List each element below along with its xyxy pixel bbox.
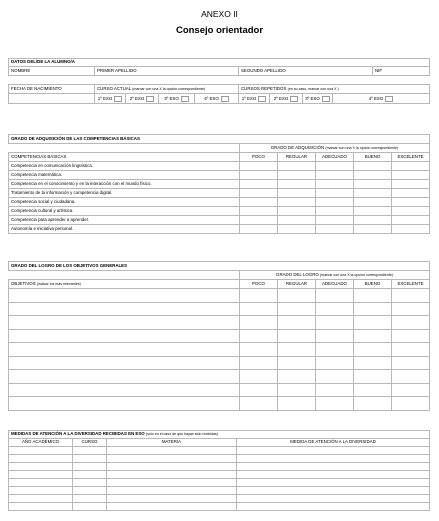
grade-cell[interactable] <box>392 189 430 198</box>
competence-label: Tratamiento de la información y competencia digital. <box>9 189 240 198</box>
table-row <box>9 225 430 234</box>
grade-cell[interactable] <box>354 207 392 216</box>
diversity-cell[interactable] <box>9 487 73 495</box>
table-row <box>9 162 430 171</box>
name-field[interactable]: NOMBRE <box>9 67 95 76</box>
grade-cell[interactable] <box>278 356 316 370</box>
grade-cell[interactable] <box>392 370 430 384</box>
repeated-courses-label: CURSOS REPETIDOS <box>241 85 287 91</box>
grade-cell[interactable] <box>278 383 316 397</box>
grade-cell[interactable] <box>240 329 278 343</box>
diversity-cell[interactable] <box>73 503 107 511</box>
objective-input[interactable] <box>9 383 240 397</box>
diversity-note: (sólo en el caso de que hayan sido recibidas) <box>145 432 219 437</box>
grade-cell[interactable] <box>316 302 354 316</box>
table-row <box>9 180 430 189</box>
grade-cell[interactable] <box>240 198 278 207</box>
checkbox[interactable] <box>181 96 189 102</box>
diversity-cell[interactable] <box>107 479 237 487</box>
diversity-cell[interactable] <box>73 471 107 479</box>
grade-cell[interactable] <box>278 329 316 343</box>
diversity-cell[interactable] <box>9 479 73 487</box>
table-row <box>9 171 430 180</box>
current-course-option[interactable]: 2º ESO <box>126 94 159 104</box>
table-row <box>9 189 430 198</box>
grade-cell[interactable] <box>354 383 392 397</box>
diversity-cell[interactable] <box>73 463 107 471</box>
grade-cell[interactable] <box>316 225 354 234</box>
diversity-cell[interactable] <box>237 463 430 471</box>
competence-label: Autonomía e iniciativa personal. <box>9 225 240 234</box>
grade-cell[interactable] <box>316 207 354 216</box>
grade-cell[interactable] <box>316 316 354 330</box>
grade-column-header: POCO <box>240 153 278 162</box>
grade-cell[interactable] <box>354 189 392 198</box>
current-course-option[interactable]: 4º ESO <box>195 94 239 104</box>
grade-cell[interactable] <box>392 383 430 397</box>
grade-cell[interactable] <box>316 162 354 171</box>
grade-cell[interactable] <box>392 207 430 216</box>
grade-column-header: POCO <box>240 280 278 289</box>
checkbox[interactable] <box>114 96 122 102</box>
diversity-table <box>8 430 430 511</box>
grade-cell[interactable] <box>278 171 316 180</box>
current-course-note: (marcar con una X la opción correspondiente) <box>132 86 206 91</box>
competence-label: Competencia matemática. <box>9 171 240 180</box>
diversity-cell[interactable] <box>73 487 107 495</box>
student-data-table <box>8 58 430 104</box>
grade-cell[interactable] <box>316 189 354 198</box>
table-row <box>9 397 430 411</box>
grade-cell[interactable] <box>354 356 392 370</box>
table-row <box>9 495 430 503</box>
grade-cell[interactable] <box>278 316 316 330</box>
repeated-course-option[interactable]: 4º ESO <box>333 94 430 104</box>
grade-header-note: (marcar con una X la opción correspondiente) <box>325 145 399 150</box>
objective-input[interactable] <box>9 289 240 303</box>
repeated-courses-note: (en su caso, marcar con una X ) <box>287 86 339 91</box>
table-row <box>9 207 430 216</box>
grade-cell[interactable] <box>354 397 392 411</box>
grade-cell[interactable] <box>240 162 278 171</box>
table-row <box>9 289 430 303</box>
diversity-cell[interactable] <box>73 479 107 487</box>
objective-input[interactable] <box>9 397 240 411</box>
objective-input[interactable] <box>9 343 240 357</box>
grade-cell[interactable] <box>354 162 392 171</box>
grade-cell[interactable] <box>240 397 278 411</box>
competences-column-label: COMPETENCIAS BÁSICAS <box>9 153 240 162</box>
grade-cell[interactable] <box>354 225 392 234</box>
grade-cell[interactable] <box>278 343 316 357</box>
checkbox[interactable] <box>146 96 154 102</box>
grade-cell[interactable] <box>316 289 354 303</box>
objective-input[interactable] <box>9 302 240 316</box>
diversity-cell[interactable] <box>9 463 73 471</box>
table-row <box>9 302 430 316</box>
table-row <box>9 471 430 479</box>
objective-input[interactable] <box>9 329 240 343</box>
grade-header-label: GRADO DE ADQUISICIÓN <box>270 144 325 150</box>
objectives-table <box>8 261 430 411</box>
objectives-grade-header <box>240 271 430 280</box>
checkbox[interactable] <box>221 96 229 102</box>
grade-cell[interactable] <box>392 316 430 330</box>
grade-cell[interactable] <box>392 343 430 357</box>
repeated-course-option[interactable]: 2º ESO <box>270 94 303 104</box>
diversity-cell[interactable] <box>237 455 430 463</box>
grade-cell[interactable] <box>278 397 316 411</box>
grade-cell[interactable] <box>354 180 392 189</box>
diversity-cell[interactable] <box>107 503 237 511</box>
grade-cell[interactable] <box>278 207 316 216</box>
table-row <box>9 447 430 455</box>
checkbox[interactable] <box>322 96 330 102</box>
objectives-label: OBJETIVOS <box>11 280 36 286</box>
diversity-cell[interactable] <box>237 487 430 495</box>
diversity-cell[interactable] <box>9 503 73 511</box>
student-section-title: DATOS DEL/DE LA ALUMNO/A <box>9 59 430 67</box>
diversity-cell[interactable] <box>237 479 430 487</box>
grade-cell[interactable] <box>316 180 354 189</box>
grade-column-header: BUENO <box>354 280 392 289</box>
grade-cell[interactable] <box>240 356 278 370</box>
grade-cell[interactable] <box>278 302 316 316</box>
birth-date-field[interactable]: FECHA DE NACIMIENTO <box>9 85 95 94</box>
annex-label: ANEXO II <box>201 9 238 19</box>
grade-cell[interactable] <box>240 343 278 357</box>
grade-cell[interactable] <box>278 189 316 198</box>
grade-cell[interactable] <box>240 207 278 216</box>
grade-header-note: (marcar con una X la opción correspondiente) <box>320 272 393 277</box>
grade-cell[interactable] <box>354 329 392 343</box>
grade-cell[interactable] <box>240 189 278 198</box>
grade-cell[interactable] <box>278 225 316 234</box>
table-row <box>9 216 430 225</box>
grade-cell[interactable] <box>240 370 278 384</box>
diversity-cell[interactable] <box>73 447 107 455</box>
grade-cell[interactable] <box>392 302 430 316</box>
nif-field[interactable]: NIF <box>373 67 430 76</box>
table-row <box>9 198 430 207</box>
objectives-section-title: GRADO DEL LOGRO DE LOS OBJETIVOS GENERALES <box>9 262 430 271</box>
grade-cell[interactable] <box>278 216 316 225</box>
diversity-cell[interactable] <box>73 455 107 463</box>
grade-column-header: REGULAR <box>278 153 316 162</box>
grade-cell[interactable] <box>278 162 316 171</box>
repeated-course-option[interactable]: 3º ESO <box>303 94 333 104</box>
birth-date-value[interactable] <box>9 94 95 104</box>
objective-input[interactable] <box>9 316 240 330</box>
diversity-cell[interactable] <box>9 447 73 455</box>
grade-cell[interactable] <box>240 180 278 189</box>
table-row <box>9 343 430 357</box>
diversity-title: MEDIDAS DE ATENCIÓN A LA DIVERSIDAD RECIBIDAS EN ESO <box>11 431 145 437</box>
diversity-cell[interactable] <box>237 503 430 511</box>
competence-label: Competencia para aprender a aprender. <box>9 216 240 225</box>
grade-cell[interactable] <box>392 180 430 189</box>
grade-cell[interactable] <box>354 198 392 207</box>
objectives-column-label <box>9 280 240 289</box>
surname2-field[interactable]: SEGUNDO APELLIDO <box>239 67 373 76</box>
checkbox[interactable] <box>290 96 298 102</box>
grade-column-header: EXCELENTE <box>392 153 430 162</box>
grade-cell[interactable] <box>392 162 430 171</box>
table-row <box>9 329 430 343</box>
diversity-cell[interactable] <box>9 455 73 463</box>
grade-cell[interactable] <box>392 397 430 411</box>
objectives-note: (indicar los más relevantes) <box>36 281 81 286</box>
grade-cell[interactable] <box>316 383 354 397</box>
competences-table <box>8 134 430 234</box>
diversity-cell[interactable] <box>9 495 73 503</box>
grade-cell[interactable] <box>316 356 354 370</box>
grade-column-header: ADECUADO <box>316 153 354 162</box>
diversity-cell[interactable] <box>107 487 237 495</box>
grade-cell[interactable] <box>240 171 278 180</box>
grade-cell[interactable] <box>278 370 316 384</box>
grade-cell[interactable] <box>278 180 316 189</box>
diversity-cell[interactable] <box>237 471 430 479</box>
grade-cell[interactable] <box>354 171 392 180</box>
diversity-cell[interactable] <box>9 471 73 479</box>
table-row <box>9 503 430 511</box>
grade-cell[interactable] <box>240 383 278 397</box>
objective-input[interactable] <box>9 356 240 370</box>
table-row <box>9 356 430 370</box>
competences-section-title: GRADO DE ADQUISICIÓN DE LAS COMPETENCIAS BÁSICAS <box>9 135 430 144</box>
grade-cell[interactable] <box>316 329 354 343</box>
diversity-column-header: CURSO <box>73 439 107 447</box>
diversity-cell[interactable] <box>107 471 237 479</box>
repeated-course-option[interactable]: 1º ESO <box>239 94 270 104</box>
grade-cell[interactable] <box>392 225 430 234</box>
grade-cell[interactable] <box>240 316 278 330</box>
diversity-column-header: MATERIA <box>107 439 237 447</box>
diversity-cell[interactable] <box>107 455 237 463</box>
table-row <box>9 455 430 463</box>
checkbox[interactable] <box>385 96 393 102</box>
table-row <box>9 463 430 471</box>
competence-label: Competencia en comunicación lingüística. <box>9 162 240 171</box>
grade-cell[interactable] <box>354 216 392 225</box>
grade-cell[interactable] <box>240 289 278 303</box>
grade-cell[interactable] <box>316 370 354 384</box>
diversity-column-header: AÑO ACADÉMICO <box>9 439 73 447</box>
grade-cell[interactable] <box>392 198 430 207</box>
grade-cell[interactable] <box>316 216 354 225</box>
diversity-cell[interactable] <box>107 463 237 471</box>
competence-label: Competencia cultural y artística. <box>9 207 240 216</box>
grade-cell[interactable] <box>278 289 316 303</box>
current-course-option[interactable]: 1º ESO <box>95 94 126 104</box>
competence-label: Competencia social y ciudadana. <box>9 198 240 207</box>
grade-cell[interactable] <box>316 198 354 207</box>
grade-cell[interactable] <box>354 302 392 316</box>
current-course-label: CURSO ACTUAL <box>97 85 131 91</box>
table-row <box>9 316 430 330</box>
diversity-cell[interactable] <box>237 447 430 455</box>
grade-cell[interactable] <box>354 370 392 384</box>
table-row <box>9 370 430 384</box>
objective-input[interactable] <box>9 370 240 384</box>
grade-column-header: BUENO <box>354 153 392 162</box>
grade-column-header: ADECUADO <box>316 280 354 289</box>
diversity-section-title <box>9 431 430 439</box>
diversity-column-header: MEDIDA DE ATENCIÓN A LA DIVERSIDAD <box>237 439 430 447</box>
grade-cell[interactable] <box>354 289 392 303</box>
grade-cell[interactable] <box>316 171 354 180</box>
checkbox[interactable] <box>258 96 266 102</box>
diversity-cell[interactable] <box>237 495 430 503</box>
table-row <box>9 383 430 397</box>
grade-cell[interactable] <box>392 216 430 225</box>
grade-header-label: GRADO DEL LOGRO <box>276 271 319 277</box>
grade-cell[interactable] <box>278 198 316 207</box>
page-title: Consejo orientador <box>175 25 264 36</box>
grade-cell[interactable] <box>240 302 278 316</box>
diversity-cell[interactable] <box>107 495 237 503</box>
table-row <box>9 487 430 495</box>
grade-cell[interactable] <box>392 329 430 343</box>
current-course-option[interactable]: 3º ESO <box>159 94 195 104</box>
repeated-courses-header <box>239 85 430 94</box>
grade-cell[interactable] <box>392 356 430 370</box>
diversity-cell[interactable] <box>73 495 107 503</box>
grade-cell[interactable] <box>240 225 278 234</box>
grade-cell[interactable] <box>392 289 430 303</box>
current-course-header <box>95 85 239 94</box>
competences-grade-header <box>240 144 430 153</box>
grade-column-header: EXCELENTE <box>392 280 430 289</box>
grade-cell[interactable] <box>316 397 354 411</box>
surname1-field[interactable]: PRIMER APELLIDO <box>95 67 239 76</box>
grade-column-header: REGULAR <box>278 280 316 289</box>
diversity-cell[interactable] <box>107 447 237 455</box>
grade-cell[interactable] <box>316 343 354 357</box>
grade-cell[interactable] <box>392 171 430 180</box>
table-row <box>9 479 430 487</box>
grade-cell[interactable] <box>354 316 392 330</box>
grade-cell[interactable] <box>240 216 278 225</box>
competence-label: Competencia en el conocimiento y en la interacción con el mundo físico. <box>9 180 240 189</box>
grade-cell[interactable] <box>354 343 392 357</box>
